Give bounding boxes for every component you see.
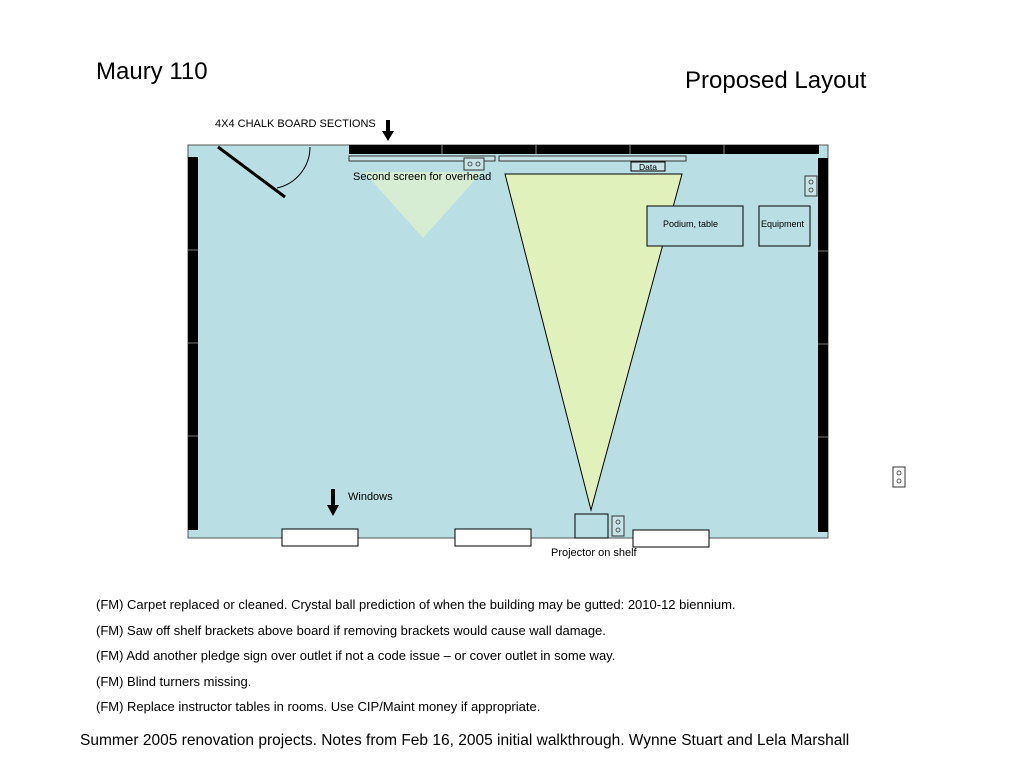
projector-shelf [575, 514, 608, 538]
note-item: (FM) Replace instructor tables in rooms. Use CIP/Maint money if appropriate. [96, 699, 541, 714]
room-floor [188, 145, 828, 538]
equipment-label: Equipment [761, 219, 805, 229]
screen-shelf-right [499, 156, 686, 161]
podium-label: Podium, table [663, 219, 719, 229]
note-item: (FM) Add another pledge sign over outlet if not a code issue – or cover outlet in some way. [96, 648, 616, 663]
projector-label: Projector on shelf [551, 547, 637, 559]
note-item: (FM) Saw off shelf brackets above board if removing brackets would cause wall damage. [96, 622, 606, 638]
second-screen-label: Second screen for overhead [353, 171, 492, 183]
notes-list [96, 592, 736, 720]
layout-title: Proposed Layout [685, 67, 867, 94]
data-jack-label: Data [639, 162, 657, 172]
left-wall [188, 157, 198, 530]
outlet-projector-icon [612, 516, 624, 536]
room-title: Maury 110 [96, 58, 208, 85]
chalkboard-arrow-icon [382, 120, 394, 141]
footer-text: Summer 2005 renovation projects. Notes from Feb 16, 2005 initial walkthrough. Wynne Stuart and Lela Marshall [80, 732, 850, 749]
chalkboard-wall [349, 145, 819, 154]
right-wall [818, 158, 828, 532]
chalkboard-label: 4X4 CHALK BOARD SECTIONS [215, 118, 376, 130]
outlet-top-icon [464, 158, 484, 170]
window-3 [633, 530, 709, 547]
windows-label: Windows [348, 491, 393, 503]
note-item: (FM) Carpet replaced or cleaned. Crystal ball prediction of when the building may be gutted: 2010-12 biennium. [96, 597, 736, 612]
window-1 [282, 529, 358, 546]
outlet-outside-icon [893, 467, 905, 487]
note-item: (FM) Blind turners missing. [96, 673, 252, 689]
outlet-right-icon [805, 176, 817, 196]
window-2 [455, 529, 531, 546]
